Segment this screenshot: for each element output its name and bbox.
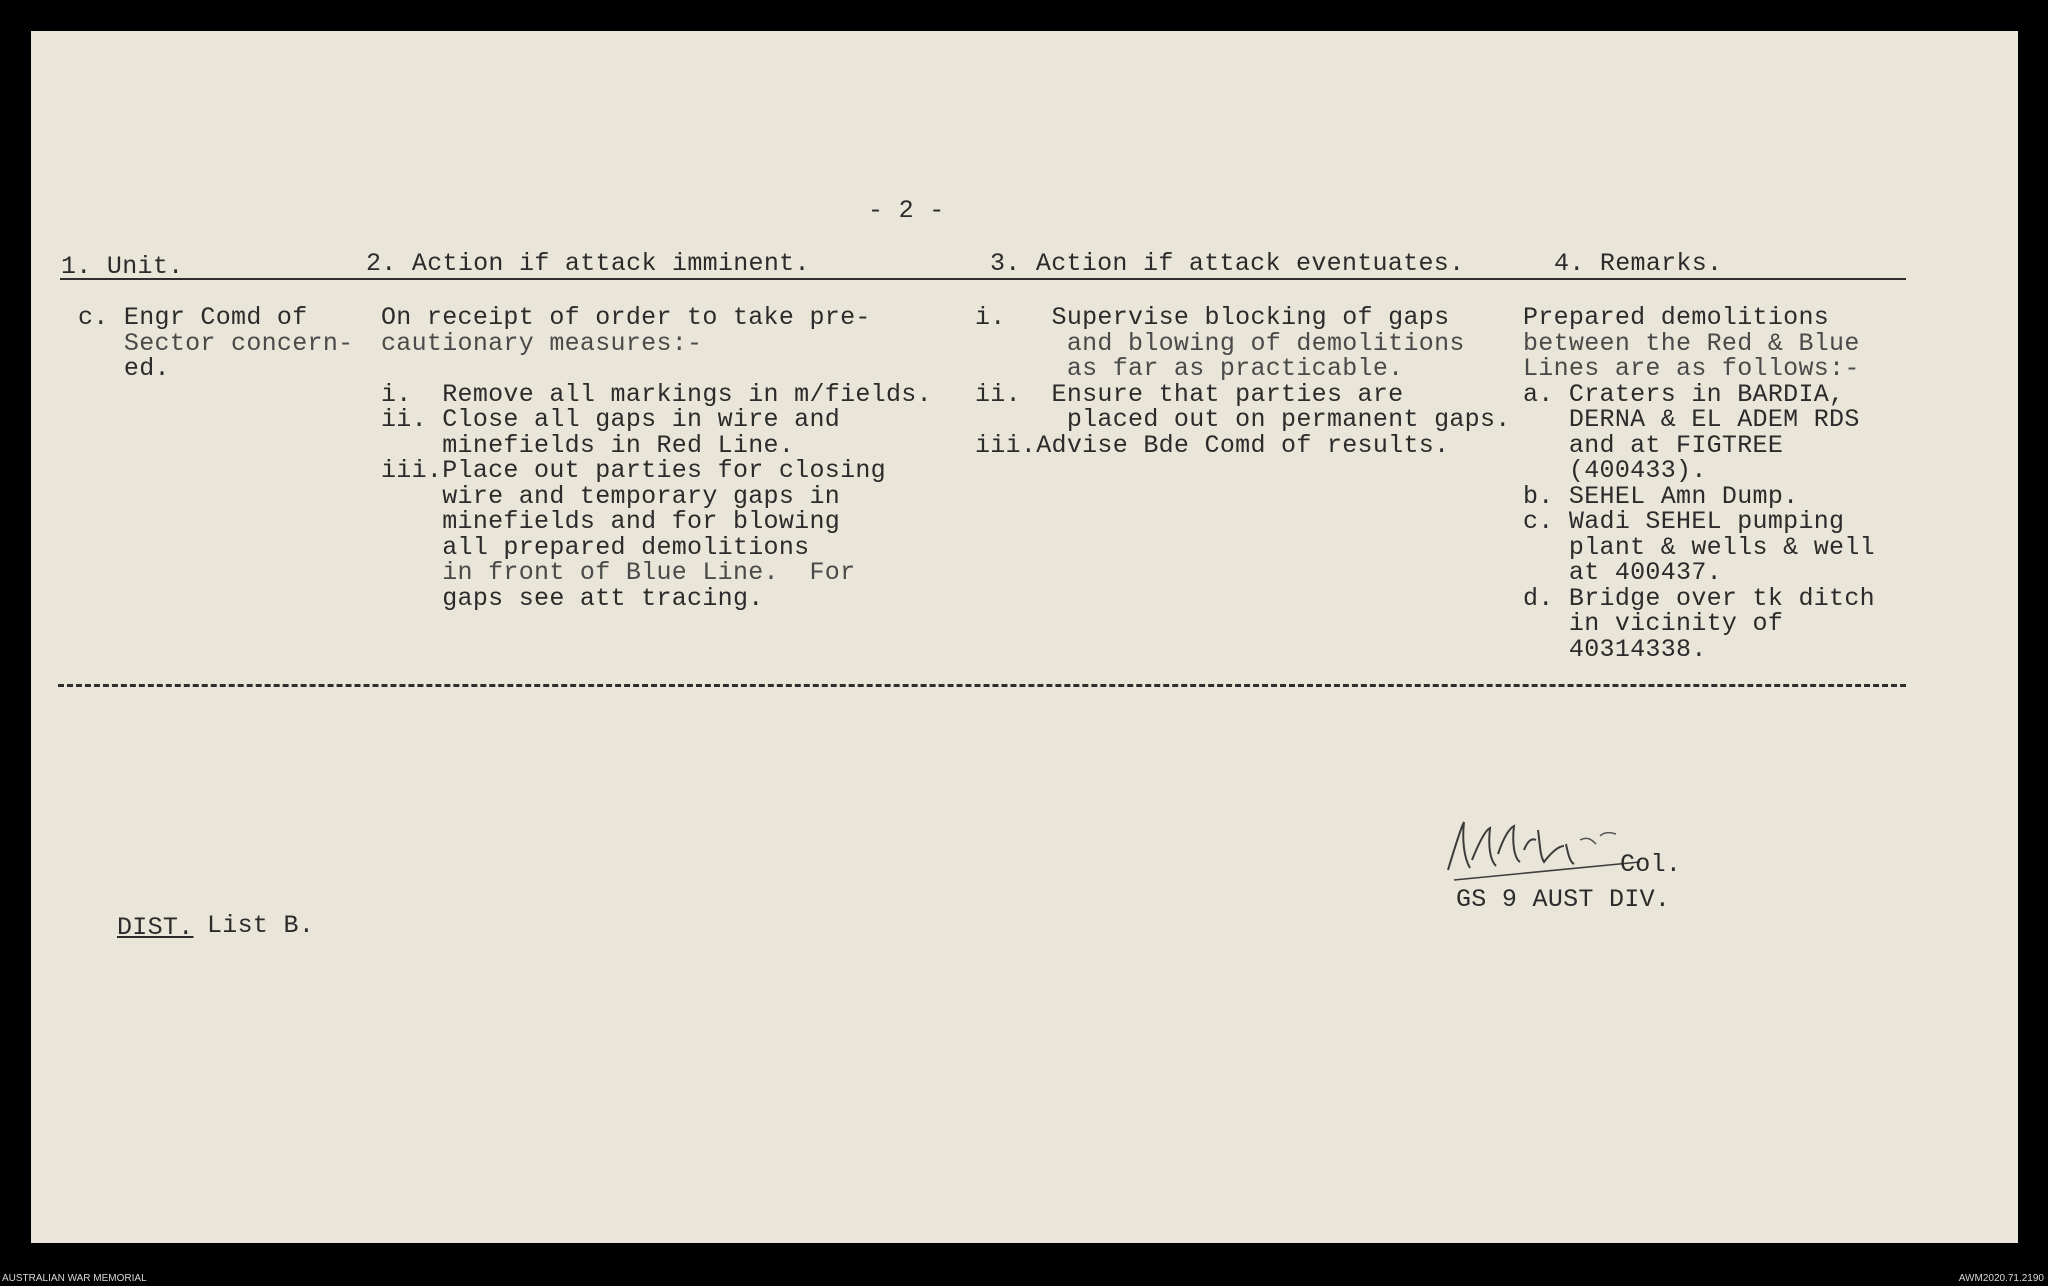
remarks-line: Lines are as follows:- (1523, 354, 1860, 383)
archive-reference: AWM2020.71.2190 (1958, 1273, 2044, 1284)
remarks-line: in vicinity of (1523, 609, 1784, 638)
signature-appointment: GS 9 AUST DIV. (1456, 885, 1671, 914)
unit-line: Sector concern- (78, 328, 354, 358)
remarks-line: at 400437. (1523, 558, 1722, 587)
remarks-line: plant & wells & well (1523, 532, 1875, 562)
remarks-line: Prepared demolitions (1523, 303, 1830, 332)
eventuates-line: i. Supervise blocking of gaps (975, 303, 1450, 332)
action-line: all prepared demolitions (381, 532, 810, 562)
remarks-line: between the Red & Blue (1523, 328, 1860, 358)
action-line: cautionary measures:- (381, 328, 703, 358)
action-line: ii. Close all gaps in wire and (381, 405, 841, 434)
eventuates-line: and blowing of demolitions (975, 328, 1465, 358)
table-bottom-rule (58, 684, 1906, 687)
eventuates-line: iii.Advise Bde Comd of results. (975, 430, 1450, 460)
distribution-value: List B. (207, 911, 315, 940)
header-action-eventuates: 3. Action if attack eventuates. (990, 249, 1465, 278)
page-number: - 2 - (868, 196, 945, 225)
remarks-line: 40314338. (1523, 634, 1707, 664)
action-line: minefields and for blowing (381, 507, 841, 536)
remarks-line: DERNA & EL ADEM RDS (1523, 405, 1860, 434)
remarks-line: d. Bridge over tk ditch (1523, 583, 1875, 613)
action-line: minefields in Red Line. (381, 430, 795, 460)
eventuates-line: placed out on permanent gaps. (975, 405, 1511, 434)
header-unit: 1. Unit. (61, 252, 184, 281)
unit-line: c. Engr Comd of (78, 303, 308, 332)
eventuates-line: as far as practicable. (975, 354, 1404, 383)
action-line: gaps see att tracing. (381, 583, 764, 613)
unit-line: ed. (78, 354, 170, 383)
remarks-line: a. Craters in BARDIA, (1523, 379, 1845, 409)
action-line: On receipt of order to take pre- (381, 303, 871, 332)
remarks-line: b. SEHEL Amn Dump. (1523, 481, 1799, 511)
signature-rank: Col. (1620, 850, 1682, 879)
eventuates-line: ii. Ensure that parties are (975, 379, 1404, 409)
action-line: i. Remove all markings in m/fields. (381, 379, 932, 409)
remarks-line: (400433). (1523, 456, 1707, 485)
header-rule (60, 278, 1906, 280)
remarks-line: c. Wadi SEHEL pumping (1523, 507, 1845, 536)
action-line: in front of Blue Line. For (381, 558, 856, 587)
action-line: iii.Place out parties for closing (381, 456, 886, 485)
action-line: wire and temporary gaps in (381, 481, 841, 511)
header-remarks: 4. Remarks. (1554, 249, 1723, 278)
archive-credit: AUSTRALIAN WAR MEMORIAL (2, 1273, 147, 1284)
header-action-imminent: 2. Action if attack imminent. (366, 249, 810, 278)
distribution-label: DIST. (117, 913, 194, 942)
remarks-line: and at FIGTREE (1523, 430, 1784, 460)
